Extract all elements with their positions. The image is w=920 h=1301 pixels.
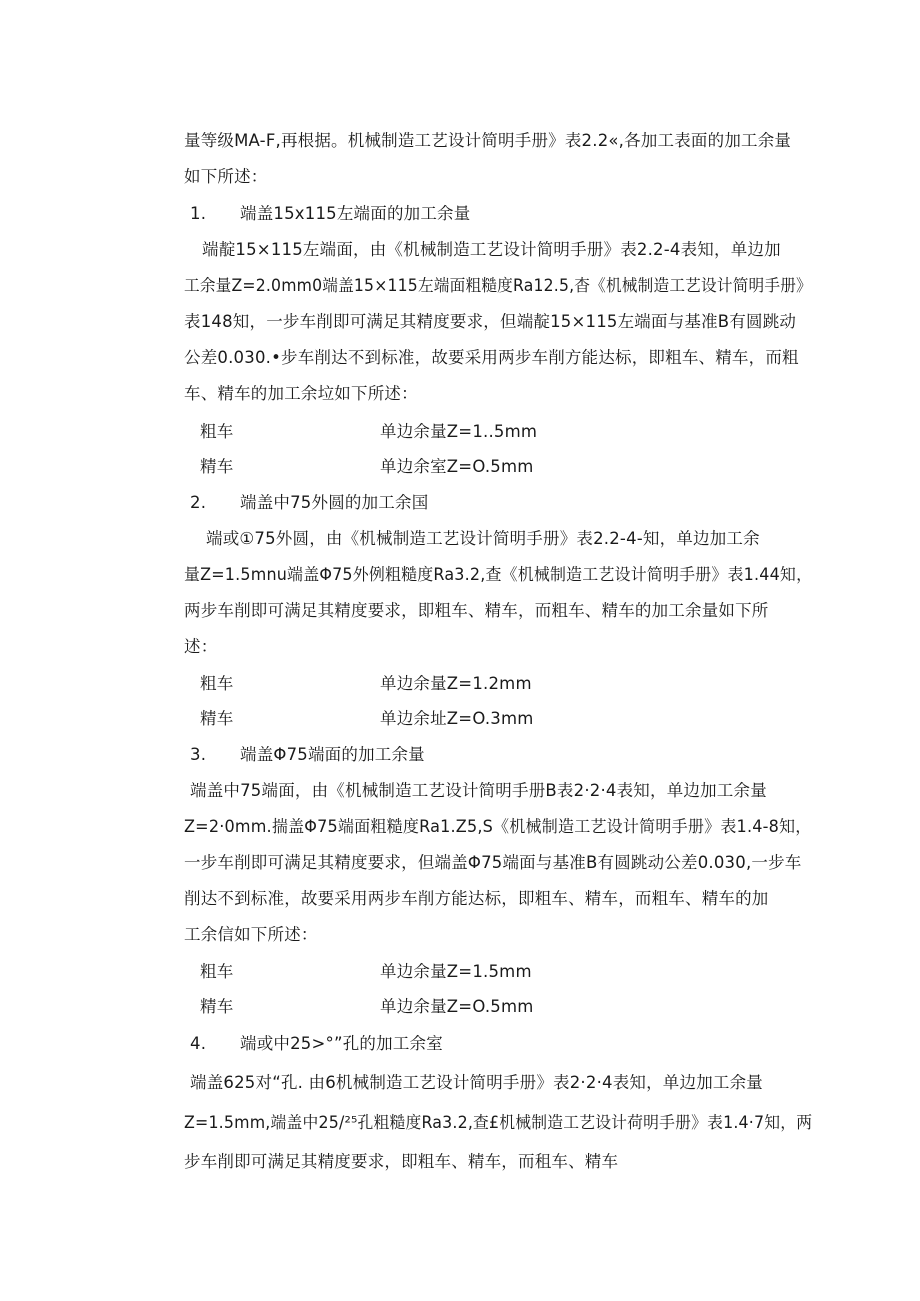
section-3-row-1-value: 单边余量Z=1.5mm [380, 962, 532, 981]
section-2-para-line: 两步车削即可满足其精度要求，即粗车、精车，而粗车、精车的加工余量如下所 [184, 601, 769, 620]
section-3-para-line: Z=2·0mm.揣盖Φ75端面粗糙度Ra1.Z5,S《机械制造工艺设计简明手册》表1.4-8知， [184, 817, 812, 836]
section-1-para-line: 公差0.030.•步车削达不到标准，故要采用两步车削方能达标，即粗车、精车，而粗 [184, 348, 799, 367]
section-1-row-2-value: 单边余室Z=O.5mm [380, 457, 534, 476]
section-2-row-1-value: 单边余量Z=1.2mm [380, 674, 532, 693]
section-1-row-1-op: 粗车 [200, 422, 234, 441]
section-4-para-line: Z=1.5mm,端盖中25/²⁵孔粗糙度Ra3.2,查£机械制造工艺设计荷明手册》表1.4·7知，两 [184, 1113, 813, 1132]
section-2-number: 2. [190, 493, 207, 512]
section-1-para-line: 表148知，一步车削即可满足其精度要求，但端靛15×115左端面与基准B有圆跳动 [184, 312, 797, 331]
section-2-para-line: 量Z=1.5mnu端盖Φ75外例粗糙度Ra3.2,查《机械制造工艺设计简明手册》表1.44知， [184, 565, 813, 584]
section-4-para-line: 步车削即可满足其精度要求，即粗车、精车，而租车、精车 [184, 1152, 619, 1171]
section-1-row-2-op: 精车 [200, 457, 234, 476]
intro-line-2: 如下所述： [184, 167, 268, 186]
section-1-para-line: 端靛15×115左端面，由《机械制造工艺设计简明手册》表2.2-4表知，单边加 [202, 240, 781, 259]
section-3-row-1-op: 粗车 [200, 962, 234, 981]
section-2-title: 端盖中75外圆的加工余国 [240, 493, 429, 512]
section-3-para-line: 削达不到标准，故要采用两步车削方能达标，即粗车、精车，而粗车、精车的加 [184, 889, 769, 908]
section-3-title: 端盖Φ75端面的加工余量 [240, 745, 425, 764]
section-4-para-line: 端盖625对“孔. 由6机械制造工艺设计简明手册》表2·2·4表知，单边加工余量 [190, 1073, 764, 1092]
intro-line-1: 量等级MA-F,再根据。机械制造工艺设计简明手册》表2.2«,各加工表面的加工余量 [184, 131, 792, 150]
section-3-para-line: 一步车削即可满足其精度要求，但端盖Φ75端面与基准B有圆跳动公差0.030,一步车 [184, 853, 802, 872]
section-2-para-line: 述： [184, 637, 218, 656]
section-4-number: 4. [190, 1034, 207, 1053]
section-1-para-line: 工余量Z=2.0mm0端盖15×115左端面粗糙度Ra12.5,杳《机械制造工艺设计简明手册》 [184, 276, 812, 295]
section-3-number: 3. [190, 745, 207, 764]
section-2-row-2-value: 单边余址Z=O.3mm [380, 709, 534, 728]
section-4-title: 端或中25>°”孔的加工余室 [240, 1034, 443, 1053]
section-1-number: 1. [190, 204, 207, 223]
section-3-row-2-value: 单边余量Z=O.5mm [380, 997, 534, 1016]
section-2-row-1-op: 粗车 [200, 674, 234, 693]
section-1-title: 端盖15x115左端面的加工余量 [240, 204, 471, 223]
section-3-para-line: 端盖中75端面，由《机械制造工艺设计简明手册B表2·2·4表知，单边加工余量 [190, 781, 767, 800]
section-2-para-line: 端或①75外圆，由《机械制造工艺设计简明手册》表2.2-4-知，单边加工余 [206, 529, 760, 548]
section-1-row-1-value: 单边余量Z=1..5mm [380, 422, 538, 441]
section-3-para-line: 工余信如下所述： [184, 925, 318, 944]
section-1-para-line: 车、精车的加工余垃如下所述： [184, 384, 418, 403]
section-3-row-2-op: 精车 [200, 997, 234, 1016]
section-2-row-2-op: 精车 [200, 709, 234, 728]
